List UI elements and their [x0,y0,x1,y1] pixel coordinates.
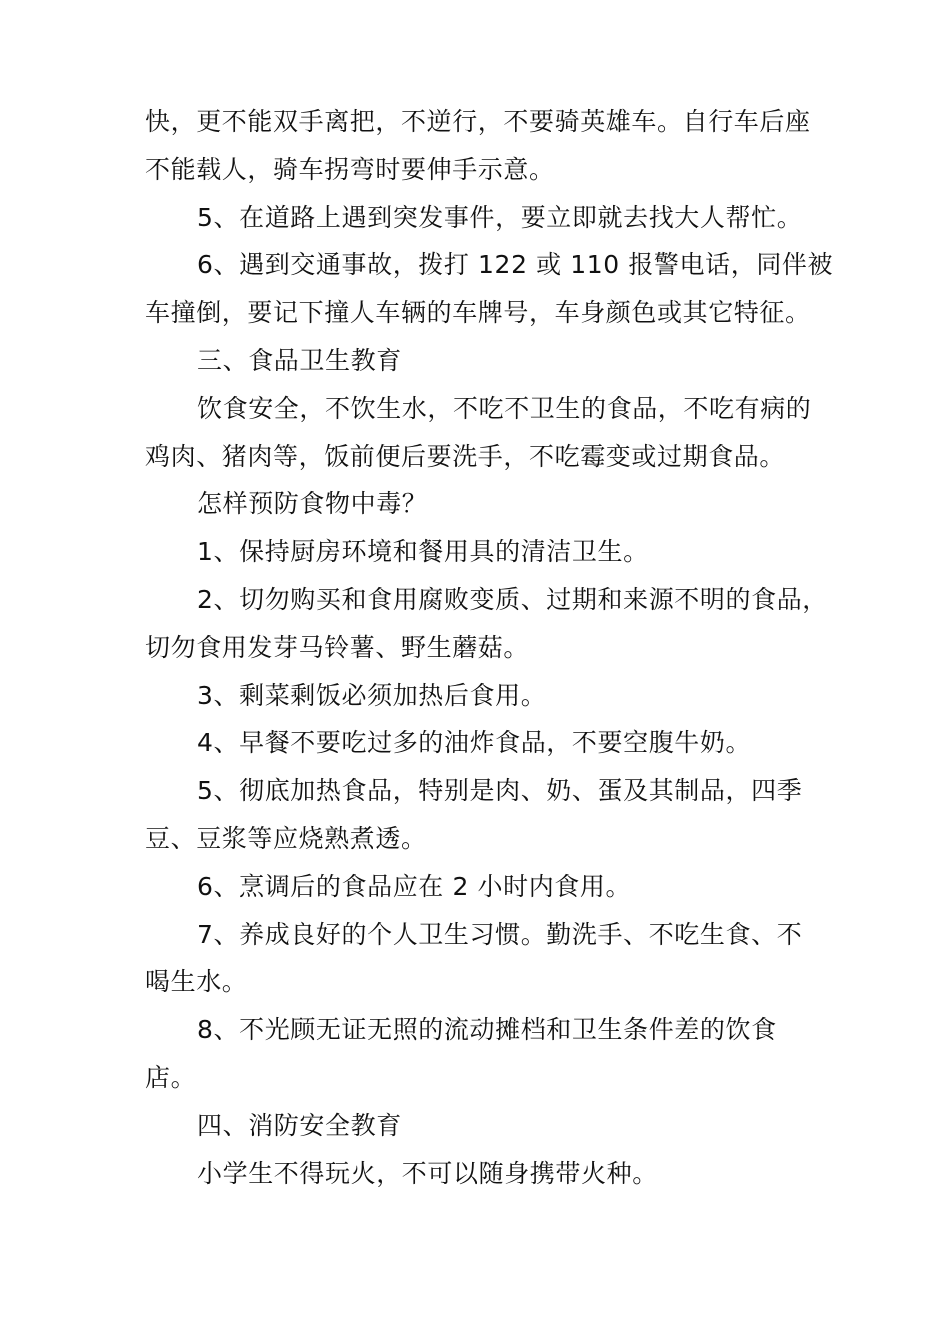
text-line: 快，更不能双手离把，不逆行，不要骑英雄车。自行车后座 [145,107,811,136]
text-line: 不能载人，骑车拐弯时要伸手示意。 [145,154,555,184]
text-line: 喝生水。 [145,967,248,997]
text-line: 4、早餐不要吃过多的油炸食品，不要空腹牛奶。 [197,728,752,758]
text-line: 1、保持厨房环境和餐用具的清洁卫生。 [197,537,649,567]
text-line: 6、烹调后的食品应在 2 小时内食用。 [197,871,632,901]
text-line: 店。 [145,1062,197,1092]
section-heading: 四、消防安全教育 [197,1110,402,1140]
subheading: 怎样预防食物中毒？ [197,489,428,519]
text-line: 8、不光顾无证无照的流动摊档和卫生条件差的饮食 [197,1015,777,1045]
text-line: 车撞倒，要记下撞人车辆的车牌号，车身颜色或其它特征。 [145,298,811,328]
text-line: 豆、豆浆等应烧熟煮透。 [145,823,427,853]
text-line: 6、遇到交通事故，拨打 122 或 110 报警电话，同伴被 [197,250,834,280]
text-line: 切勿食用发芽马铃薯、野生蘑菇。 [145,632,530,662]
text-line: 2、切勿购买和食用腐败变质、过期和来源不明的食品， [197,584,828,614]
text-line: 5、彻底加热食品，特别是肉、奶、蛋及其制品，四季 [197,776,803,806]
text-line: 7、养成良好的个人卫生习惯。勤洗手、不吃生食、不 [197,919,803,949]
document-body [145,98,834,1197]
text-line: 3、剩菜剩饭必须加热后食用。 [197,680,547,710]
section-heading: 三、食品卫生教育 [197,345,402,375]
text-line: 小学生不得玩火，不可以随身携带火种。 [197,1158,658,1188]
text-line: 饮食安全，不饮生水，不吃不卫生的食品，不吃有病的 [197,393,812,423]
text-line: 鸡肉、猪肉等，饭前便后要洗手，不吃霉变或过期食品。 [145,441,786,471]
text-line: 5、在道路上遇到突发事件，要立即就去找大人帮忙。 [197,202,803,232]
